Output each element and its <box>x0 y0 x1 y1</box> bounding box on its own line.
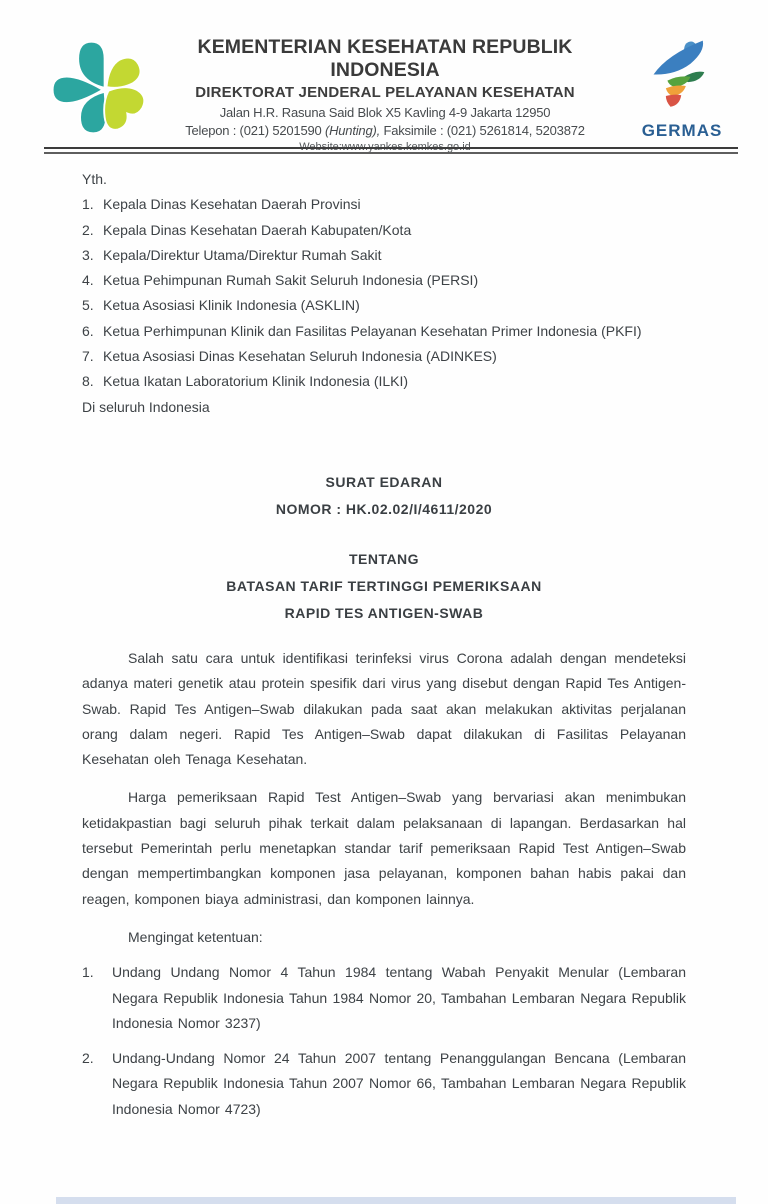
recipient-text: Kepala Dinas Kesehatan Daerah Provinsi <box>103 196 361 213</box>
recipient-text: Ketua Pehimpunan Rumah Sakit Seluruh Indonesia (PERSI) <box>103 272 479 289</box>
recipient-row <box>82 268 686 293</box>
legal-item-text: Undang Undang Nomor 4 Tahun 1984 tentang Wabah Penyakit Menular (Lembaran Negara Republik Indonesia Tahun 1984 Nomor 20, Tambahan Lembaran Negara Republik Indonesia Nomor 3237) <box>112 964 686 1031</box>
recipient-number: 3. <box>82 246 94 263</box>
recipient-row <box>82 319 686 344</box>
phone-hunting: (Hunting), <box>324 123 381 138</box>
office-address: Jalan H.R. Rasuna Said Blok X5 Kavling 4-9 Jakarta 12950 <box>219 105 551 120</box>
fax-numbers: Faksimile : (021) 5261814, 5203872 <box>380 123 585 138</box>
salutation-text: Yth. <box>82 171 107 187</box>
germas-logo <box>626 32 738 144</box>
considering-label: Mengingat ketentuan: <box>128 928 263 945</box>
recipient-number: 5. <box>82 297 94 314</box>
kemenkes-logo-icon <box>46 34 150 140</box>
legal-item <box>82 1046 686 1122</box>
legal-item-text: Undang-Undang Nomor 24 Tahun 2007 tentang Penanggulangan Bencana (Lembaran Negara Republik Indonesia Tahun 2007 Nomor 66, Tambahan Lembaran Negara Republik Indonesia Nomor 4723) <box>112 1050 686 1117</box>
salutation <box>82 167 686 192</box>
letter-number: NOMOR : HK.02.02/I/4611/2020 <box>275 500 493 517</box>
letterhead-divider <box>44 147 738 154</box>
ministry-name: KEMENTERIAN KESEHATAN REPUBLIK INDONESIA <box>197 36 573 81</box>
recipient-row <box>82 192 686 217</box>
germas-label: GERMAS <box>641 121 723 140</box>
letter-title-block <box>82 469 686 627</box>
recipient-number: 6. <box>82 322 94 339</box>
recipient-text: Kepala Dinas Kesehatan Daerah Kabupaten/Kota <box>103 221 412 238</box>
page-bottom-edge <box>56 1197 736 1204</box>
recipient-row <box>82 243 686 268</box>
recipient-number: 8. <box>82 373 94 390</box>
legal-item <box>82 960 686 1036</box>
legal-item-number: 2. <box>82 1050 94 1067</box>
phone-fax-line <box>150 122 620 139</box>
recipient-text: Kepala/Direktur Utama/Direktur Rumah Sakit <box>103 246 382 263</box>
letter-body <box>82 167 686 1122</box>
letterhead <box>44 30 738 153</box>
website-line: Website:www.yankes.kemkes.go.id <box>299 141 471 153</box>
legal-item-number: 1. <box>82 964 94 981</box>
subject-line1: BATASAN TARIF TERTINGGI PEMERIKSAAN <box>226 577 542 594</box>
recipient-number: 4. <box>82 272 94 289</box>
subject-label: TENTANG <box>348 550 420 567</box>
paragraph-1: Salah satu cara untuk identifikasi terinfeksi virus Corona adalah dengan mendeteksi adanya materi genetik atau protein spesifik dari virus yang disebut dengan Rapid Tes Antigen-Swab. Rapid Tes Antigen–Swab dilakukan pada saat akan melakukan aktivitas perjalanan orang dalam negeri. Rapid Tes Antigen–Swab dapat dilakukan di Fasilitas Pelayanan Kesehatan oleh Tenaga Kesehatan. <box>82 649 686 768</box>
recipient-number: 2. <box>82 221 94 238</box>
subject-line2: RAPID TES ANTIGEN-SWAB <box>284 604 484 621</box>
recipients-closing <box>82 395 686 420</box>
recipient-number: 7. <box>82 348 94 365</box>
recipient-number: 1. <box>82 196 94 213</box>
letter-type: SURAT EDARAN <box>325 473 443 490</box>
legal-basis-list <box>82 960 686 1122</box>
phone-prefix: Telepon : (021) 5201590 <box>185 123 325 138</box>
directorate-name: DIREKTORAT JENDERAL PELAYANAN KESEHATAN <box>195 84 575 101</box>
recipient-text: Ketua Asosiasi Dinas Kesehatan Seluruh Indonesia (ADINKES) <box>103 348 497 365</box>
recipient-text: Ketua Perhimpunan Klinik dan Fasilitas Pelayanan Kesehatan Primer Indonesia (PKFI) <box>103 322 642 339</box>
recipient-row <box>82 293 686 318</box>
recipient-row <box>82 344 686 369</box>
letterhead-text <box>150 36 620 155</box>
recipient-text: Ketua Ikatan Laboratorium Klinik Indonesia (ILKI) <box>103 373 409 390</box>
paragraph-2: Harga pemeriksaan Rapid Test Antigen–Swab yang bervariasi akan menimbukan ketidakpastian bagi seluruh pihak terkait dalam pelaksanaan di lapangan. Berdasarkan hal tersebut Pemerintah perlu menetapkan standar tarif pemeriksaan Rapid Test Antigen–Swab dengan mempertimbangkan komponen jasa pelayanan, komponen bahan habis pakai dan reagen, komponen biaya administrasi, dan komponen lainnya. <box>82 789 686 907</box>
recipient-text: Ketua Asosiasi Klinik Indonesia (ASKLIN) <box>103 297 360 314</box>
recipient-row <box>82 218 686 243</box>
recipients-list <box>82 167 686 420</box>
recipients-closing-text: Di seluruh Indonesia <box>82 398 210 415</box>
title-spacer <box>82 523 686 546</box>
germas-figure-icon <box>632 32 732 120</box>
recipient-row <box>82 369 686 394</box>
